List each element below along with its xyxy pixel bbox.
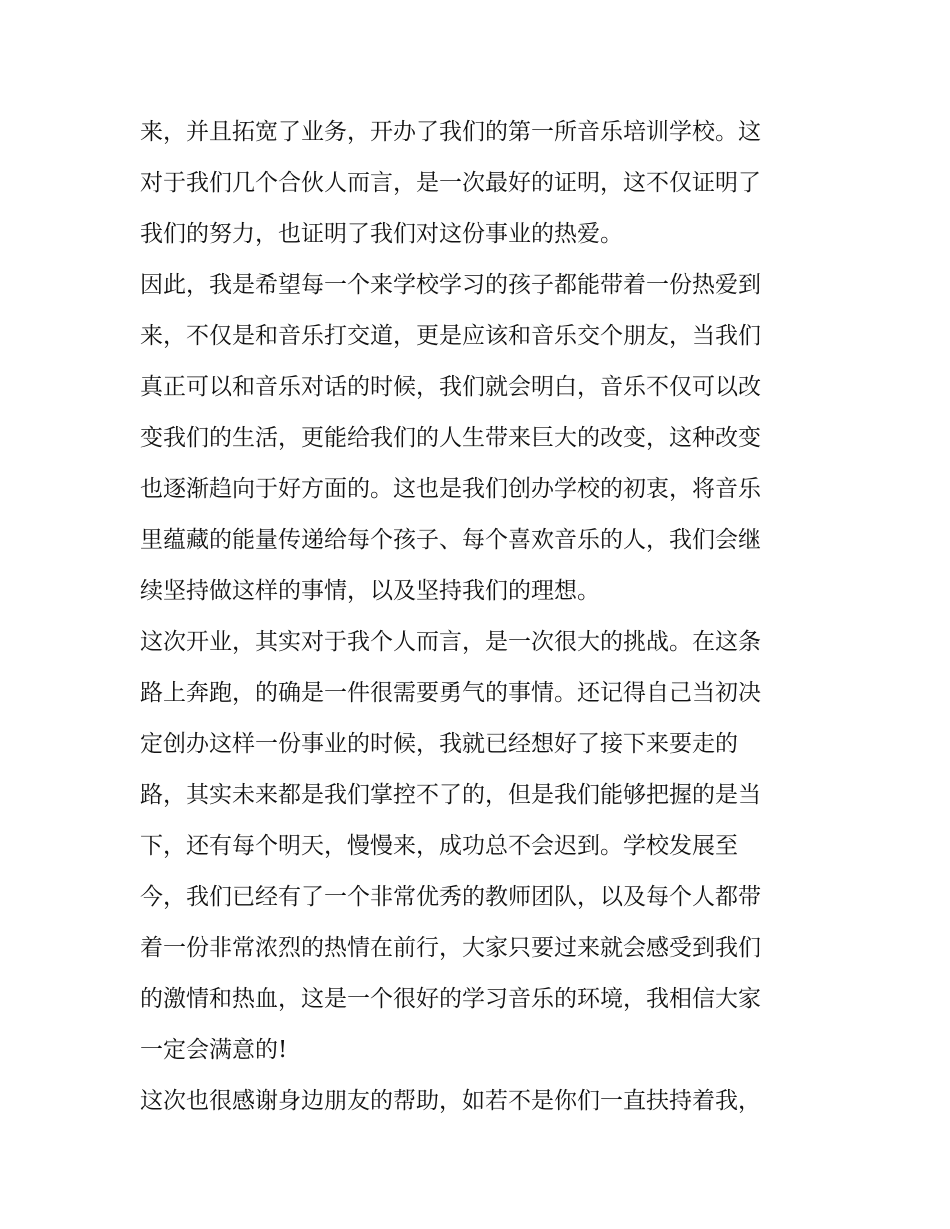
text-line: 这次也很感谢身边朋友的帮助，如若不是你们一直扶持着我， <box>140 1088 761 1114</box>
text-line: 一定会满意的! <box>140 1037 288 1063</box>
text-line: 来，并且拓宽了业务，开办了我们的第一所音乐培训学校。这 <box>140 119 761 145</box>
text-line: 下，还有每个明天，慢慢来，成功总不会迟到。学校发展至 <box>140 833 738 859</box>
text-line: 今，我们已经有了一个非常优秀的教师团队，以及每个人都带 <box>140 884 761 910</box>
text-line: 里蕴藏的能量传递给每个孩子、每个喜欢音乐的人，我们会继 <box>140 527 761 553</box>
text-line: 这次开业，其实对于我个人而言，是一次很大的挑战。在这条 <box>140 629 761 655</box>
text-line: 变我们的生活，更能给我们的人生带来巨大的改变，这种改变 <box>140 425 761 451</box>
text-line: 也逐渐趋向于好方面的。这也是我们创办学校的初衷，将音乐 <box>140 476 761 502</box>
text-line: 续坚持做这样的事情，以及坚持我们的理想。 <box>140 578 600 604</box>
text-line: 的激情和热血，这是一个很好的学习音乐的环境，我相信大家 <box>140 986 761 1012</box>
body-text <box>140 107 820 1127</box>
text-line: 路上奔跑，的确是一件很需要勇气的事情。还记得自己当初决 <box>140 680 761 706</box>
text-line: 来，不仅是和音乐打交道，更是应该和音乐交个朋友，当我们 <box>140 323 761 349</box>
text-line: 真正可以和音乐对话的时候，我们就会明白，音乐不仅可以改 <box>140 374 761 400</box>
text-line: 因此，我是希望每一个来学校学习的孩子都能带着一份热爱到 <box>140 272 761 298</box>
text-line: 着一份非常浓烈的热情在前行，大家只要过来就会感受到我们 <box>140 935 761 961</box>
text-line: 定创办这样一份事业的时候，我就已经想好了接下来要走的 <box>140 731 738 757</box>
text-line: 我们的努力，也证明了我们对这份事业的热爱。 <box>140 221 623 247</box>
text-line: 路，其实未来都是我们掌控不了的，但是我们能够把握的是当 <box>140 782 761 808</box>
text-line: 对于我们几个合伙人而言，是一次最好的证明，这不仅证明了 <box>140 170 761 196</box>
